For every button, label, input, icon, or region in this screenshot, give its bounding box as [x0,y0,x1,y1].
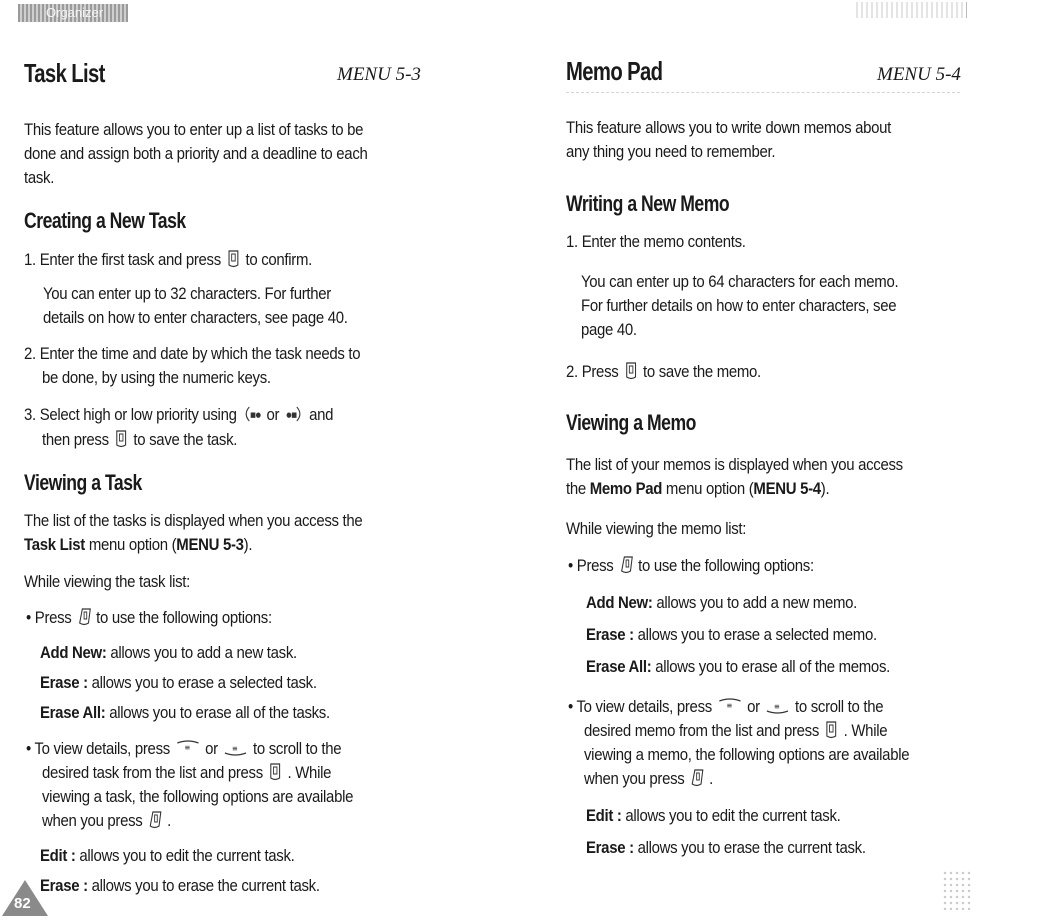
chapter-tab [18,4,128,22]
bullet-item-cont: desired memo from the list and press . While [584,721,888,740]
step-1: 1. Enter the first task and press to confirm. [24,250,312,269]
svg-text:≡: ≡ [231,743,238,754]
bullet-item: • To view details, press ≡ or ≡ to scroll to the [26,739,342,758]
step-3: 3. Select high or low priority using ■● or ●■ and [24,405,334,424]
header-decoration-right [856,2,967,18]
option-item: Add New: allows you to add a new task. [40,643,297,662]
option-item: Erase : allows you to erase a selected task. [40,673,317,692]
bullet-item-cont: when you press . [42,811,171,830]
section-heading: Writing a New Memo [566,191,730,216]
bullet-item: • Press to use the following options: [568,556,814,575]
option-item: Add New: allows you to add a new memo. [586,593,857,612]
svg-text:■●: ■● [249,410,261,420]
paragraph: the Memo Pad menu option (MENU 5-4). [566,479,830,498]
svg-text:≡: ≡ [773,701,780,712]
title-rule [566,92,960,93]
ok-key-icon [624,361,638,381]
page-title: Task List [24,58,105,88]
step-2: be done, by using the numeric keys. [42,368,271,387]
ok-key-icon [226,249,240,269]
option-item: Erase : allows you to erase the current task. [586,838,866,857]
ok-key-icon [268,762,282,782]
intro-line: This feature allows you to write down memos about [566,118,891,137]
intro-line: This feature allows you to enter up a list of tasks to be [24,120,364,139]
step-3: then press to save the task. [42,430,238,449]
bullet-item-cont: viewing a memo, the following options are available [584,745,910,764]
step-note: page 40. [581,320,637,339]
page-number: 82 [14,895,31,912]
step-2: 2. Enter the time and date by which the task needs to [24,344,361,363]
menu-reference: MENU 5-4 [877,64,961,85]
step-note: You can enter up to 64 characters for each memo. [581,272,899,291]
step-note: details on how to enter characters, see page 40. [43,308,348,327]
option-item: Erase All: allows you to erase all of the memos. [586,657,890,676]
section-heading: Viewing a Memo [566,410,696,435]
bullet-item-cont: desired task from the list and press . While [42,763,332,782]
bullet-item-cont: when you press . [584,769,713,788]
intro-line: any thing you need to remember. [566,142,776,161]
chapter-tab-label: Organizer [46,5,104,20]
svg-text:≡: ≡ [726,700,732,711]
step-2: 2. Press to save the memo. [566,362,761,381]
option-item: Edit : allows you to edit the current task. [586,806,841,825]
bullet-item: • To view details, press ≡ or ≡ to scroll to the [568,697,884,716]
page-title: Memo Pad [566,56,663,86]
bullet-item: • Press to use the following options: [26,608,272,627]
section-heading: Viewing a Task [24,470,142,495]
paragraph: While viewing the memo list: [566,519,747,538]
up-key-icon [717,696,742,716]
svg-text:●■: ●■ [286,410,297,420]
right-nav-key-icon [284,404,303,424]
ok-key-icon [824,720,838,740]
paragraph: The list of the tasks is displayed when you access the [24,511,363,530]
corner-decoration [942,870,972,910]
up-key-icon [175,738,200,758]
down-key-icon [765,696,790,716]
page-number-badge [0,878,50,916]
svg-text:≡: ≡ [184,742,190,753]
step-note: You can enter up to 32 characters. For further [43,284,331,303]
paragraph: The list of your memos is displayed when you access [566,455,903,474]
intro-line: task. [24,168,55,187]
intro-line: done and assign both a priority and a deadline to each [24,144,368,163]
step-1: 1. Enter the memo contents. [566,232,746,251]
option-item: Erase All: allows you to erase all of the tasks. [40,703,330,722]
menu-key-icon [77,607,91,627]
step-note: For further details on how to enter characters, see [581,296,897,315]
option-item: Erase : allows you to erase a selected memo. [586,625,877,644]
menu-key-icon [148,810,162,830]
menu-key-icon [690,768,704,788]
left-nav-key-icon [242,404,261,424]
menu-key-icon [619,555,633,575]
option-item: Erase : allows you to erase the current task. [40,876,320,895]
paragraph: While viewing the task list: [24,572,190,591]
paragraph: Task List menu option (MENU 5-3). [24,535,253,554]
option-item: Edit : allows you to edit the current task. [40,846,295,865]
bullet-item-cont: viewing a task, the following options are available [42,787,354,806]
section-heading: Creating a New Task [24,208,186,233]
down-key-icon [223,738,248,758]
menu-reference: MENU 5-3 [337,64,421,85]
ok-key-icon [114,429,128,449]
